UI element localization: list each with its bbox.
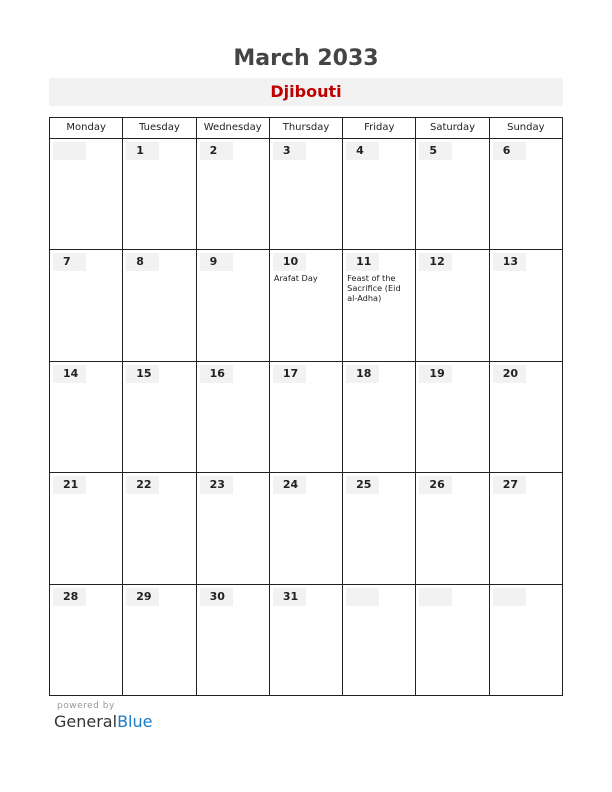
country-banner [49, 78, 563, 106]
day-cell [197, 473, 270, 584]
day-cell [343, 250, 416, 361]
day-number: 7 [53, 253, 86, 271]
holiday-label: Arafat Day [273, 273, 318, 284]
day-number: 31 [273, 588, 306, 606]
day-number: 10 [273, 253, 306, 271]
day-cell [343, 139, 416, 250]
weekday-header: Thursday [270, 118, 343, 139]
day-number [346, 588, 379, 606]
country-name: Djibouti [270, 82, 342, 101]
day-cell [270, 139, 343, 250]
day-cell [50, 362, 123, 473]
day-number: 21 [53, 476, 86, 494]
calendar-grid [49, 117, 563, 696]
day-number: 5 [419, 142, 452, 160]
day-cell [490, 250, 563, 361]
day-cell [416, 139, 489, 250]
brand-general: General [54, 712, 118, 731]
day-number: 14 [53, 365, 86, 383]
day-number: 16 [200, 365, 233, 383]
day-cell [197, 250, 270, 361]
day-cell [123, 362, 196, 473]
day-number: 19 [419, 365, 452, 383]
day-number: 30 [200, 588, 233, 606]
day-number: 18 [346, 365, 379, 383]
day-number: 13 [493, 253, 526, 271]
day-number: 6 [493, 142, 526, 160]
day-number: 8 [126, 253, 159, 271]
day-number [419, 588, 452, 606]
day-number: 26 [419, 476, 452, 494]
weekday-header: Friday [343, 118, 416, 139]
day-cell-empty [343, 585, 416, 696]
day-cell [270, 585, 343, 696]
day-number [493, 588, 526, 606]
day-cell [123, 250, 196, 361]
day-number: 1 [126, 142, 159, 160]
day-number: 27 [493, 476, 526, 494]
day-cell-empty [50, 139, 123, 250]
day-cell [343, 362, 416, 473]
day-number: 25 [346, 476, 379, 494]
day-number: 3 [273, 142, 306, 160]
day-cell [50, 250, 123, 361]
day-cell [197, 585, 270, 696]
weekday-header: Saturday [416, 118, 489, 139]
day-cell [50, 473, 123, 584]
day-cell [123, 139, 196, 250]
day-cell [490, 473, 563, 584]
day-cell [490, 139, 563, 250]
day-cell [490, 362, 563, 473]
day-cell [343, 473, 416, 584]
day-cell [123, 473, 196, 584]
day-number: 12 [419, 253, 452, 271]
day-number: 24 [273, 476, 306, 494]
day-cell [416, 362, 489, 473]
day-cell-empty [416, 585, 489, 696]
generalblue-logo [54, 712, 152, 731]
powered-by-text: powered by [57, 701, 115, 711]
day-number: 22 [126, 476, 159, 494]
weekday-header: Sunday [490, 118, 563, 139]
day-cell [270, 473, 343, 584]
day-cell [197, 139, 270, 250]
day-cell [270, 250, 343, 361]
day-number: 9 [200, 253, 233, 271]
day-number: 17 [273, 365, 306, 383]
day-number [53, 142, 86, 160]
holiday-label: Feast of the Sacrifice (Eid al-Adha) [347, 273, 401, 304]
weekday-header: Wednesday [197, 118, 270, 139]
day-number: 4 [346, 142, 379, 160]
weekday-header: Tuesday [123, 118, 196, 139]
day-cell [416, 250, 489, 361]
day-cell-empty [490, 585, 563, 696]
day-cell [270, 362, 343, 473]
brand-blue: Blue [117, 712, 153, 731]
page-title: March 2033 [233, 46, 379, 71]
day-number: 15 [126, 365, 159, 383]
day-cell [50, 585, 123, 696]
weekday-header: Monday [50, 118, 123, 139]
day-number: 28 [53, 588, 86, 606]
day-cell [123, 585, 196, 696]
day-cell [197, 362, 270, 473]
day-number: 20 [493, 365, 526, 383]
day-number: 2 [200, 142, 233, 160]
day-cell [416, 473, 489, 584]
day-number: 29 [126, 588, 159, 606]
day-number: 23 [200, 476, 233, 494]
day-number: 11 [346, 253, 379, 271]
